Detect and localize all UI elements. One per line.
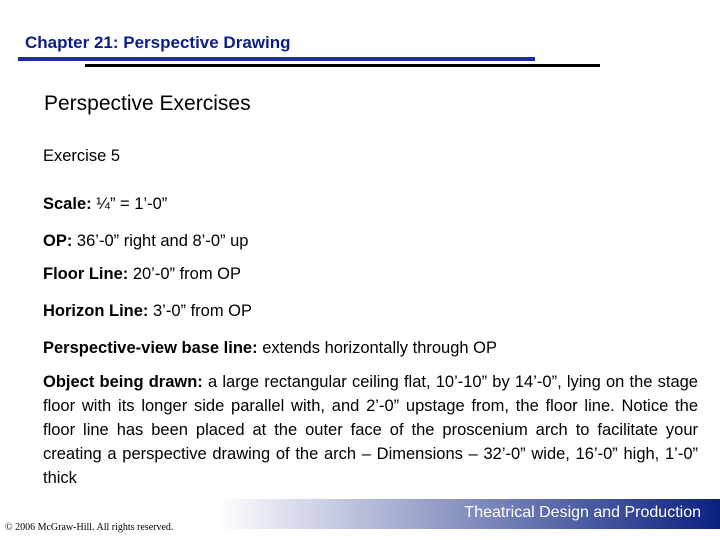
base-line-value: extends horizontally through OP <box>257 339 497 357</box>
floor-line-line <box>43 262 241 286</box>
op-value: 36’-0” right and 8’-0” up <box>72 232 249 250</box>
horizon-line-line <box>43 299 252 323</box>
header-rule-blue <box>18 57 535 61</box>
copyright-notice: © 2006 McGraw-Hill. All rights reserved. <box>5 522 174 533</box>
object-value: a large rectangular ceiling flat, 10’-10” by 14’-0”, lying on the stage floor with its longer side parallel with, and 2’-0” upstage from, the floor line. Notice the floor line has been placed at the outer face of the proscenium arch to facilitate your creating a perspective drawing of the arch – Dimensions – 32’-0” wide, 16’-0” high, 1’-0” thick <box>43 373 698 487</box>
footer-book-title: Theatrical Design and Production <box>464 504 701 521</box>
op-line <box>43 229 248 253</box>
op-label: OP: <box>43 232 73 250</box>
floor-line-label: Floor Line: <box>43 265 129 283</box>
scale-line <box>43 192 167 216</box>
exercise-label: Exercise 5 <box>43 147 121 165</box>
slide-heading: Perspective Exercises <box>44 92 251 115</box>
base-line-line <box>43 336 497 360</box>
chapter-title: Chapter 21: Perspective Drawing <box>25 33 291 52</box>
base-line-label: Perspective-view base line: <box>43 339 258 357</box>
object-paragraph <box>43 370 698 490</box>
floor-line-value: 20’-0” from OP <box>128 265 242 283</box>
object-label: Object being drawn: <box>43 373 203 391</box>
horizon-line-value: 3’-0” from OP <box>148 302 253 320</box>
scale-value: ¼” = 1’-0” <box>91 195 168 213</box>
header-rule-black <box>85 64 600 67</box>
scale-label: Scale: <box>43 195 92 213</box>
horizon-line-label: Horizon Line: <box>43 302 149 320</box>
